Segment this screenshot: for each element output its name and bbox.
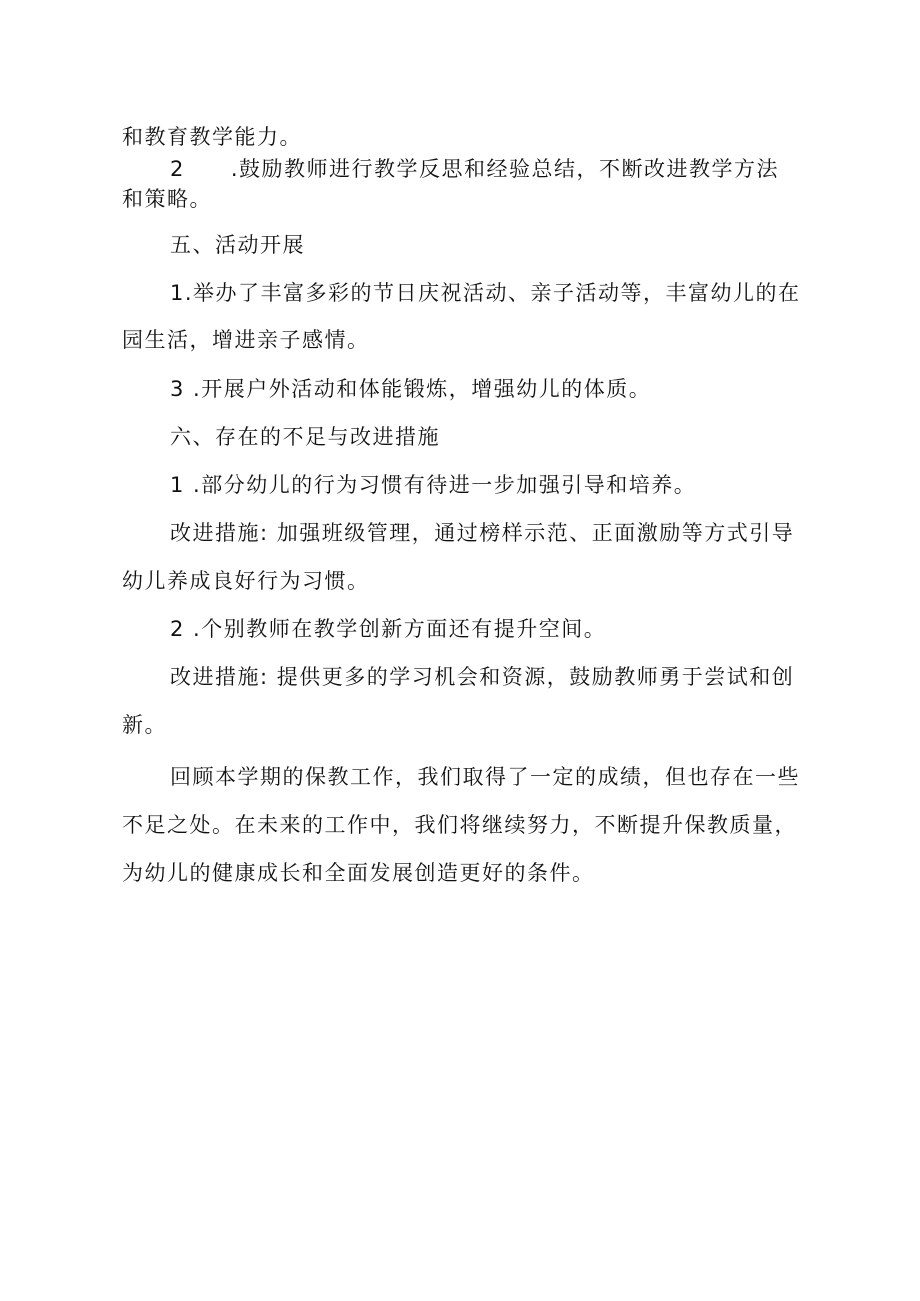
text-line: 3 .开展户外活动和体能锻炼，增强幼儿的体质。 [170, 377, 652, 401]
list-number: 2 [170, 157, 185, 181]
text-line: 和策略。 [122, 187, 212, 211]
text-line: 2 .个别教师在教学创新方面还有提升空间。 [170, 617, 607, 641]
text-line: 回顾本学期的保教工作，我们取得了一定的成绩，但也存在一些 [170, 765, 800, 789]
text-line: 不足之处。在未来的工作中，我们将继续努力，不断提升保教质量， [122, 813, 797, 837]
text-line: 1.举办了丰富多彩的节日庆祝活动、亲子活动等，丰富幼儿的在 [170, 281, 801, 305]
section-heading: 五、活动开展 [170, 233, 305, 257]
text-line: 和教育教学能力。 [122, 125, 302, 149]
list-item-text: .鼓励教师进行教学反思和经验总结，不断改进教学方法 [230, 157, 780, 181]
text-line: 改进措施: 提供更多的学习机会和资源，鼓励教师勇于尝试和创 [170, 665, 795, 689]
text-line: 为幼儿的健康成长和全面发展创造更好的条件。 [122, 861, 595, 885]
section-heading: 六、存在的不足与改进措施 [170, 425, 440, 449]
text-line: 改进措施: 加强班级管理，通过榜样示范、正面激励等方式引导 [170, 521, 795, 545]
text-line: 1 .部分幼儿的行为习惯有待进一步加强引导和培养。 [170, 473, 697, 497]
text-line [170, 154, 779, 184]
text-line: 园生活，增进亲子感情。 [122, 328, 370, 352]
text-line: 新。 [122, 713, 167, 737]
text-line: 幼儿养成良好行为习惯。 [122, 569, 370, 593]
